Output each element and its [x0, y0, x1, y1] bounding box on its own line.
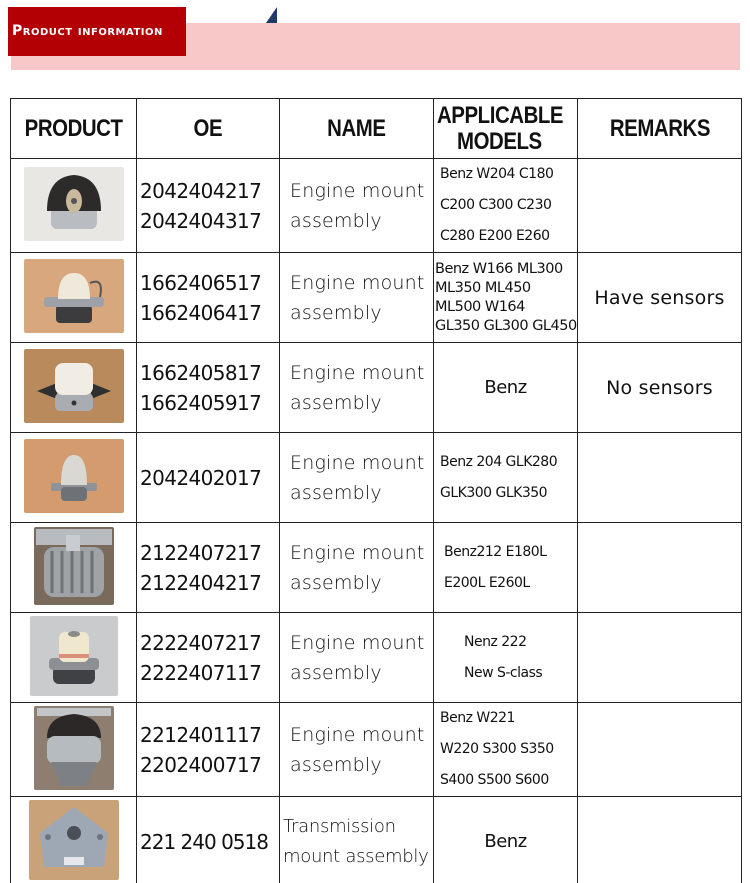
- product-image: [34, 706, 114, 790]
- product-image: [30, 616, 118, 696]
- oe-number-cell: 221 240 0518: [137, 797, 280, 883]
- oe-number-cell: 2042402017: [137, 433, 280, 523]
- applicable-models-cell: Benz W166 ML300 ML350 ML450 ML500 W164 GL350 GL300 GL450: [434, 253, 578, 343]
- part-name-cell: Engine mount assembly: [280, 613, 434, 703]
- product-image-cell: [11, 523, 137, 613]
- remarks-cell: [578, 613, 742, 703]
- product-image: [24, 167, 124, 241]
- product-image-cell: [11, 797, 137, 883]
- part-name-cell: Engine mount assembly: [280, 523, 434, 613]
- header-remarks: REMARKS: [578, 99, 742, 159]
- header-applicable-models: APPLICABLE MODELS: [434, 99, 578, 159]
- product-table: [10, 98, 742, 883]
- product-image-cell: [11, 433, 137, 523]
- table-row: [11, 797, 742, 883]
- part-name-cell: Engine mount assembly: [280, 159, 434, 253]
- oe-number-cell: 2212401117 2202400717: [137, 703, 280, 797]
- product-image: [24, 349, 124, 423]
- table-header-row: [11, 99, 742, 159]
- product-image: [24, 439, 124, 513]
- product-image-cell: [11, 253, 137, 343]
- applicable-models-cell: Nenz 222 New S-class: [434, 613, 578, 703]
- applicable-models-cell: Benz 204 GLK280 GLK300 GLK350: [434, 433, 578, 523]
- remarks-cell: [578, 703, 742, 797]
- table-row: [11, 253, 742, 343]
- applicable-models-cell: Benz W221 W220 S300 S350 S400 S500 S600: [434, 703, 578, 797]
- product-image-cell: [11, 159, 137, 253]
- remarks-cell: [578, 433, 742, 523]
- table-row: [11, 159, 742, 253]
- remarks-cell: [578, 523, 742, 613]
- table-row: [11, 613, 742, 703]
- remarks-cell: Have sensors: [578, 253, 742, 343]
- oe-number-cell: 2122407217 2122404217: [137, 523, 280, 613]
- product-image-cell: [11, 343, 137, 433]
- product-image-cell: [11, 613, 137, 703]
- remarks-cell: [578, 159, 742, 253]
- product-image: [24, 259, 124, 333]
- applicable-models-cell: Benz: [434, 797, 578, 883]
- part-name-cell: Transmission mount assembly: [280, 797, 434, 883]
- header-name: NAME: [280, 99, 434, 159]
- header-oe: OE: [137, 99, 280, 159]
- part-name-cell: Engine mount assembly: [280, 343, 434, 433]
- section-title: Product information: [8, 7, 186, 56]
- remarks-cell: No sensors: [578, 343, 742, 433]
- oe-number-cell: 1662406517 1662406417: [137, 253, 280, 343]
- table-row: [11, 433, 742, 523]
- applicable-models-cell: Benz W204 C180 C200 C300 C230 C280 E200 E260: [434, 159, 578, 253]
- table-row: [11, 523, 742, 613]
- product-image: [29, 800, 119, 880]
- table-row: [11, 343, 742, 433]
- remarks-cell: [578, 797, 742, 883]
- oe-number-cell: 1662405817 1662405917: [137, 343, 280, 433]
- part-name-cell: Engine mount assembly: [280, 433, 434, 523]
- applicable-models-cell: Benz: [434, 343, 578, 433]
- applicable-models-cell: Benz212 E180L E200L E260L: [434, 523, 578, 613]
- oe-number-cell: 2222407217 2222407117: [137, 613, 280, 703]
- part-name-cell: Engine mount assembly: [280, 253, 434, 343]
- header-product: PRODUCT: [11, 99, 137, 159]
- oe-number-cell: 2042404217 2042404317: [137, 159, 280, 253]
- product-image-cell: [11, 703, 137, 797]
- table-row: [11, 703, 742, 797]
- banner-notch-decoration: [266, 7, 277, 23]
- part-name-cell: Engine mount assembly: [280, 703, 434, 797]
- product-image: [34, 527, 114, 605]
